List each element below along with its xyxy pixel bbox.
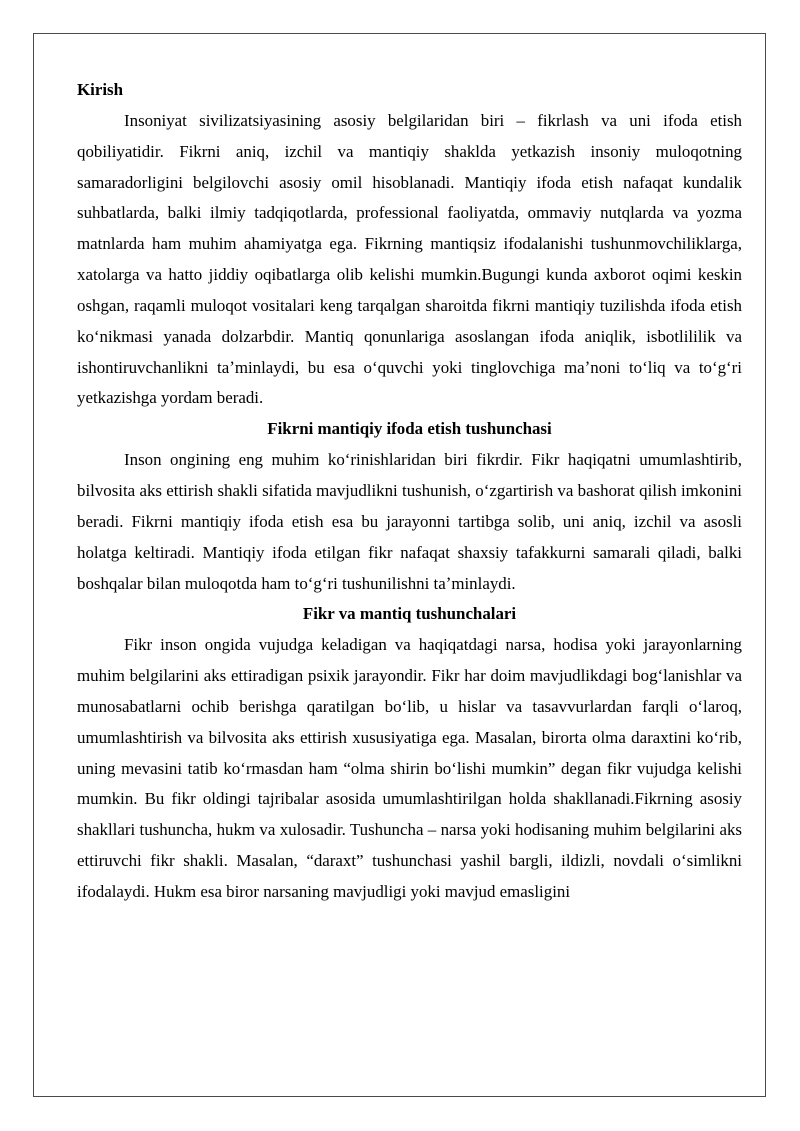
section2-heading: Fikr va mantiq tushunchalari [302, 604, 517, 624]
section1-heading: Fikrni mantiqiy ifoda etish tushunchasi [267, 419, 552, 439]
intro-heading: Kirish [77, 80, 123, 99]
section1-paragraph: Inson ongining eng muhim koʻrinishlaridan biri fikrdir. Fikr haqiqatni umumlashtirib, bilvosita aks ettirish shakli sifatida mavjudlikni tushunish, oʻzgartirish va bashorat qilish imkonini beradi. Fikrni mantiqiy ifoda etish esa bu jarayonni tartibga solib, uni aniq, izchil va asosli holatga keltiradi. Mantiqiy ifoda etilgan fikr nafaqat shaxsiy tafakkurni samarali qiladi, balki boshqalar bilan muloqotda ham toʻgʻri tushunilishni taʼminlaydi. [77, 450, 742, 593]
section2-paragraph: Fikr inson ongida vujudga keladigan va haqiqatdagi narsa, hodisa yoki jarayonlarning muhim belgilarini aks ettiradigan psixik jarayondir. Fikr har doim mavjudlikdagi bogʻlanishlar va munosabatlarni ochib berishga qaratilgan boʻlib, u hislar va tasavvurlardan farqli oʻlaroq, umumlashtirish va bilvosita aks ettirish xususiyatiga ega. Masalan, birorta olma daraxtini koʻrib, uning mevasini tatib koʻrmasdan ham “olma shirin boʻlishi mumkin” degan fikr vujudga kelishi mumkin. Bu fikr oldingi tajribalar asosida umumlashtirilgan holda shakllanadi.Fikrning asosiy shakllari tushuncha, hukm va xulosadir. Tushuncha – narsa yoki hodisaning muhim belgilarini aks ettiruvchi fikr shakli. Masalan, “daraxt” tushunchasi yashil bargli, ildizli, novdali oʻsimlikni ifodalaydi. Hukm esa biror narsaning mavjudligi yoki mavjud emasligini [77, 635, 742, 901]
intro-paragraph: Insoniyat sivilizatsiyasining asosiy belgilaridan biri – fikrlash va uni ifoda etish qobiliyatidir. Fikrni aniq, izchil va mantiqiy shaklda yetkazish insoniy muloqotning samaradorligini belgilovchi asosiy omil hisoblanadi. Mantiqiy ifoda etish nafaqat kundalik suhbatlarda, balki ilmiy tadqiqotlarda, professional faoliyatda, ommaviy nutqlarda va yozma matnlarda ham muhim ahamiyatga ega. Fikrning mantiqsiz ifodalanishi tushunmovchiliklarga, xatolarga va hatto jiddiy oqibatlarga olib kelishi mumkin.Bugungi kunda axborot oqimi keskin oshgan, raqamli muloqot vositalari keng tarqalgan sharoitda fikrni mantiqiy tuzilishda ifoda etish koʻnikmasi yanada dolzarbdir. Mantiq qonunlariga asoslangan ifoda aniqlik, isbotlililik va ishontiruvchanlikni taʼminlaydi, bu esa oʻquvchi yoki tinglovchiga maʼnoni toʻliq va toʻgʻri yetkazishga yordam beradi. [77, 110, 742, 408]
document-body [77, 75, 742, 908]
